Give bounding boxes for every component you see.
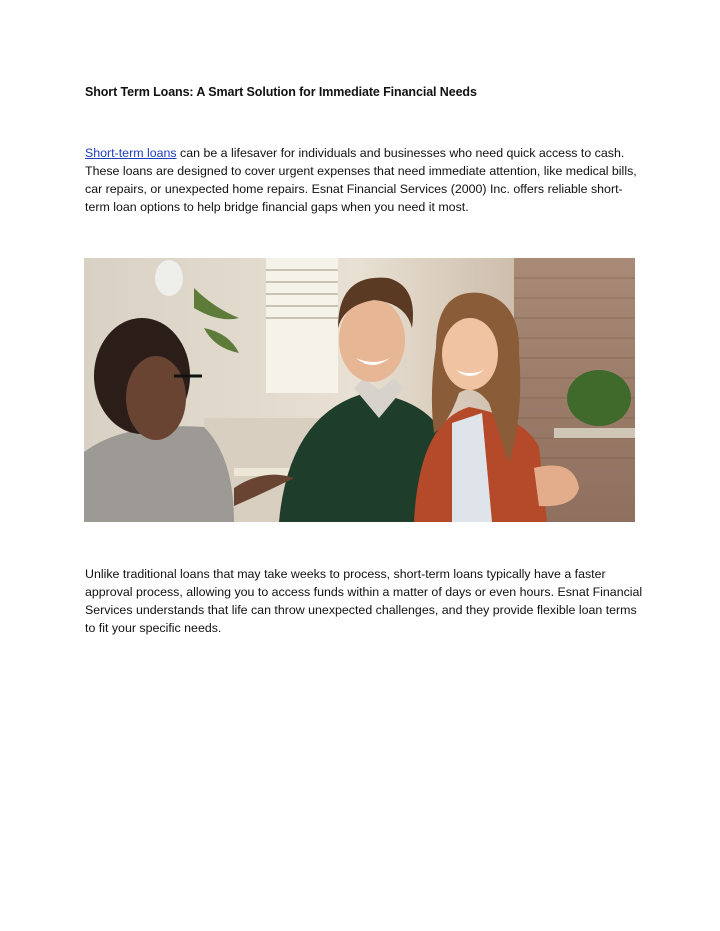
- consultation-photo: [84, 258, 635, 522]
- short-term-loans-link[interactable]: Short-term loans: [85, 146, 177, 160]
- body-paragraph: Unlike traditional loans that may take weeks to process, short-term loans typically have a faster approval process, allowing you to access funds within a matter of days or even hours. Esnat Financial Services understands that life can throw unexpected challenges, and they provide flexible loan terms to fit your specific needs.: [85, 567, 643, 635]
- intro-text: can be a lifesaver for individuals and businesses who need quick access to cash. These loans are designed to cover urgent expenses that need immediate attention, like medical bills, car repairs, or unexpected home repairs. Esnat Financial Services (2000) Inc. offers reliable short-term loan options to help bridge financial gaps when you need it most.: [85, 146, 637, 214]
- article-title: Short Term Loans: A Smart Solution for Immediate Financial Needs: [85, 85, 477, 99]
- intro-paragraph: [85, 144, 645, 216]
